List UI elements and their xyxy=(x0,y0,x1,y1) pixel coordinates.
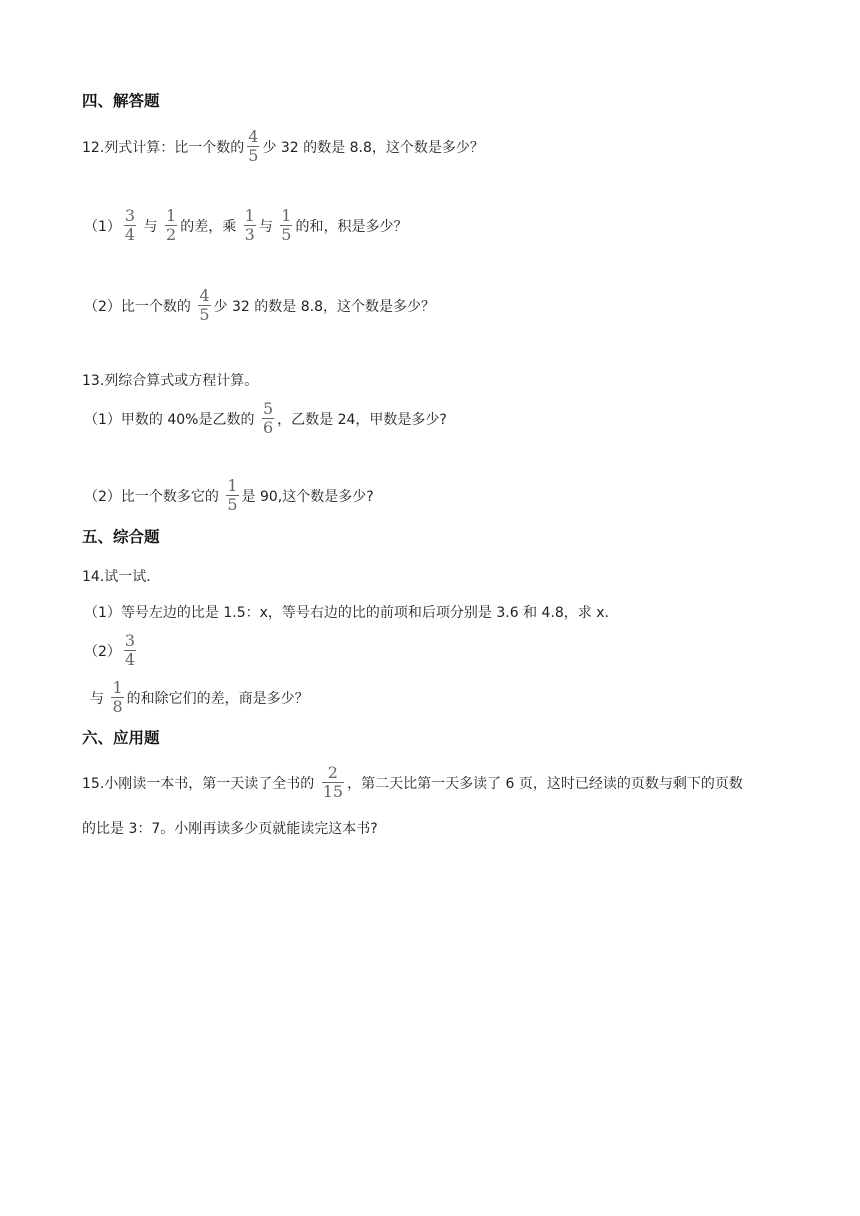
fraction: $\frac{3}{4}$ xyxy=(124,206,136,244)
question-12 xyxy=(82,129,484,164)
question-13: 13.列综合算式或方程计算。 xyxy=(82,373,259,389)
fraction: $\frac{1}{2}$ xyxy=(166,206,177,244)
question-14-part-2: （2） $\frac{3}{4}$ xyxy=(84,631,136,669)
q12-prefix: 12.列式计算：比一个数的 xyxy=(82,139,245,156)
section-heading-4: 四、解答题 xyxy=(82,92,160,110)
fraction: $\frac{1}{5}$ xyxy=(227,476,238,514)
fraction: $\frac{4}{5}$ xyxy=(199,286,210,324)
question-13-part-1: （1）甲数的 40%是乙数的 $\frac{5}{6}$ ，乙数是 24，甲数是多少? xyxy=(84,399,447,437)
fraction: $\frac{2}{15}$ xyxy=(322,763,344,801)
question-12-part-1: （1） $\frac{3}{4}$ 与 $\frac{1}{2}$ 的差，乘 $\frac{1}{3}$ 与 $\frac{1}{5}$ 的和，积是多少？ xyxy=(84,206,408,244)
fraction: $\frac{1}{3}$ xyxy=(244,206,255,244)
question-15-line-2: 的比是 3：7。小刚再读多少页就能读完这本书? xyxy=(82,821,378,837)
question-13-part-2: （2）比一个数多它的 $\frac{1}{5}$ 是 90,这个数是多少? xyxy=(84,476,374,514)
question-12-part-2: （2）比一个数的 $\frac{4}{5}$ 少 32 的数是 8.8，这个数是多少？ xyxy=(84,286,435,324)
question-14: 14.试一试. xyxy=(82,569,151,585)
question-14-part-1: （1）等号左边的比是 1.5：x，等号右边的比的前项和后项分别是 3.6 和 4.8，求 x. xyxy=(84,605,609,621)
q12-suffix: 少 32 的数是 8.8，这个数是多少？ xyxy=(262,139,484,156)
fraction: $\frac{3}{4}$ xyxy=(124,631,136,669)
fraction: $\frac{1}{8}$ xyxy=(112,678,123,716)
question-14-part-2-continued: 与 $\frac{1}{8}$ 的和除它们的差，商是多少？ xyxy=(90,678,309,716)
question-15: 15.小刚读一本书，第一天读了全书的 $\frac{2}{15}$ ，第二天比第一天多读了 6 页，这时已经读的页数与剩下的页数 xyxy=(82,763,743,801)
section-heading-6: 六、应用题 xyxy=(82,729,160,747)
section-heading-5: 五、综合题 xyxy=(82,528,160,546)
fraction: $\frac{4}{5}$ xyxy=(248,127,259,165)
fraction: $\frac{5}{6}$ xyxy=(262,399,274,437)
fraction: $\frac{1}{5}$ xyxy=(281,206,292,244)
